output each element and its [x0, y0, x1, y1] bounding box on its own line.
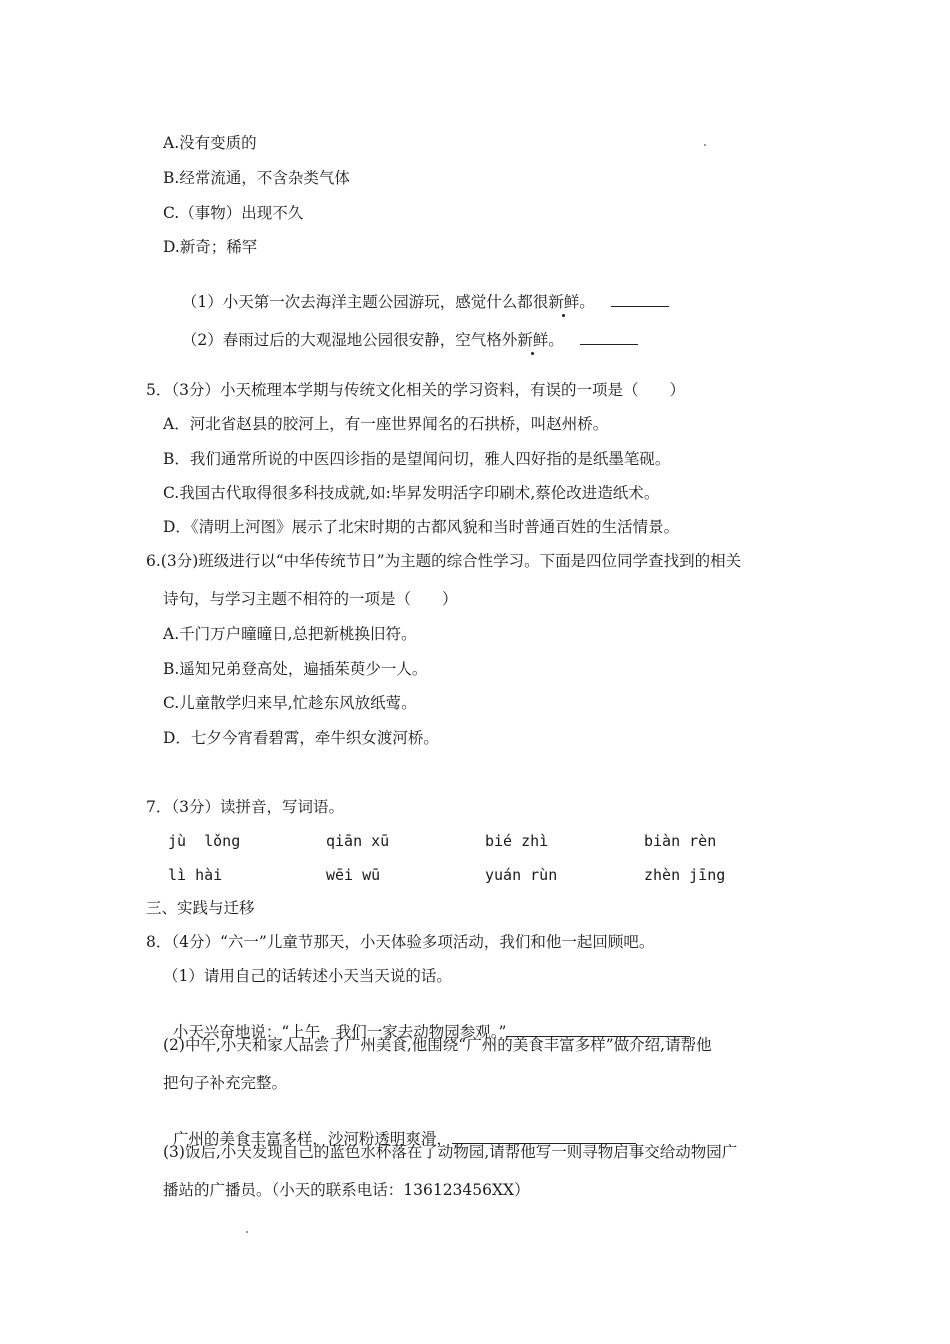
q5-option-b: B．我们通常所说的中医四诊指的是望闻问切，雅人四好指的是纸墨笔砚。 — [163, 450, 671, 468]
q6-stem-line1: 6.(3分)班级进行以“中华传统节日”为主题的综合性学习。下面是四位同学查找到的相关 — [146, 552, 742, 570]
q4-option-d: D.新奇；稀罕 — [163, 238, 258, 256]
q6-option-c: C.儿童散学归来早,忙趁东风放纸莺。 — [163, 694, 417, 712]
q5-option-d: D．《清明上河图》展示了北宋时期的古都风貌和当时普通百姓的生活情景。 — [163, 518, 680, 536]
q6-option-a: A.千门万户曈曈日,总把新桃换旧符。 — [163, 625, 417, 643]
scan-speck — [246, 1231, 248, 1233]
q4-sub2-answer-blank[interactable] — [580, 329, 638, 345]
scan-speck — [704, 144, 706, 146]
q8-sub2-line2: 把句子补充完整。 — [163, 1074, 288, 1092]
pinyin-wei-wu: wēi wū — [326, 866, 381, 884]
q4-sub1-answer-blank[interactable] — [611, 291, 669, 307]
pinyin-li-hai: lì hài — [168, 866, 223, 884]
q4-option-b: B.经常流通，不含杂类气体 — [163, 169, 350, 187]
q5-option-c: C.我国古代取得很多科技成就,如:毕昇发明活字印刷术,蔡伦改进造纸术。 — [163, 484, 660, 502]
pinyin-yuan-run: yuán rùn — [485, 866, 558, 884]
section-title: 三、实践与迁移 — [146, 899, 255, 917]
q4-option-a: A.没有变质的 — [163, 134, 257, 152]
q4-sub2-text: （2）春雨过后的大观湿地公园很安静，空气格外 — [181, 331, 518, 349]
q4-sub1-dotted-word: 新鲜 — [548, 293, 580, 311]
q4-option-c: C.（事物）出现不久 — [163, 204, 304, 222]
q4-sub1-end: 。 — [579, 293, 595, 311]
pinyin-ju-long: jù lǒng — [168, 832, 241, 850]
q5-option-a: A．河北省赵县的胶河上，有一座世界闻名的石拱桥，叫赵州桥。 — [163, 415, 609, 433]
pinyin-bian-ren: biàn rèn — [644, 832, 717, 850]
q8-sub1: （1）请用自己的话转述小天当天说的话。 — [163, 967, 452, 985]
q4-sub2 — [172, 309, 638, 350]
q4-sub1 — [172, 271, 669, 312]
pinyin-bie-zhi: bié zhì — [485, 832, 549, 850]
q4-sub2-dotted-word: 新鲜 — [517, 331, 549, 349]
q8-stem: 8．（4分）“六一”儿童节那天，小天体验多项活动，我们和他一起回顾吧。 — [146, 933, 655, 951]
q6-option-b: B.遥知兄弟登高处，遍插茱萸少一人。 — [163, 660, 428, 678]
q7-stem: 7．（3分）读拼音，写词语。 — [146, 798, 344, 816]
pinyin-qian-xu: qiān xū — [326, 832, 390, 850]
q8-sub3-line2: 播站的广播员。（小天的联系电话：136123456XX） — [163, 1181, 530, 1199]
q4-sub2-end: 。 — [548, 331, 564, 349]
q5-stem: 5．（3分）小天梳理本学期与传统文化相关的学习资料，有误的一项是（ ） — [146, 381, 685, 399]
q8-sub1-quote: 小天兴奋地说：“上午，我们一家去动物园参观。” — [172, 1023, 507, 1041]
q8-sub2-sentence: 广州的美食丰富多样，沙河粉透明爽滑， — [172, 1130, 452, 1148]
q4-sub1-text: （1）小天第一次去海洋主题公园游玩，感觉什么都很 — [181, 293, 549, 311]
q6-stem-line2: 诗句，与学习主题不相符的一项是（ ） — [163, 590, 458, 608]
q8-sub3-line1: (3)饭后,小天发现自己的蓝色水杯落在了动物园,请帮他写一则寻物启事交给动物园广 — [163, 1143, 738, 1161]
q6-option-d: D．七夕今宵看碧霄，牵牛织女渡河桥。 — [163, 729, 439, 747]
pinyin-zhen-jing: zhèn jīng — [644, 866, 726, 884]
q8-sub2-line1: (2)中午,小天和家人品尝了广州美食,他围绕“广州的美食丰富多样”做介绍,请帮他 — [163, 1036, 712, 1054]
